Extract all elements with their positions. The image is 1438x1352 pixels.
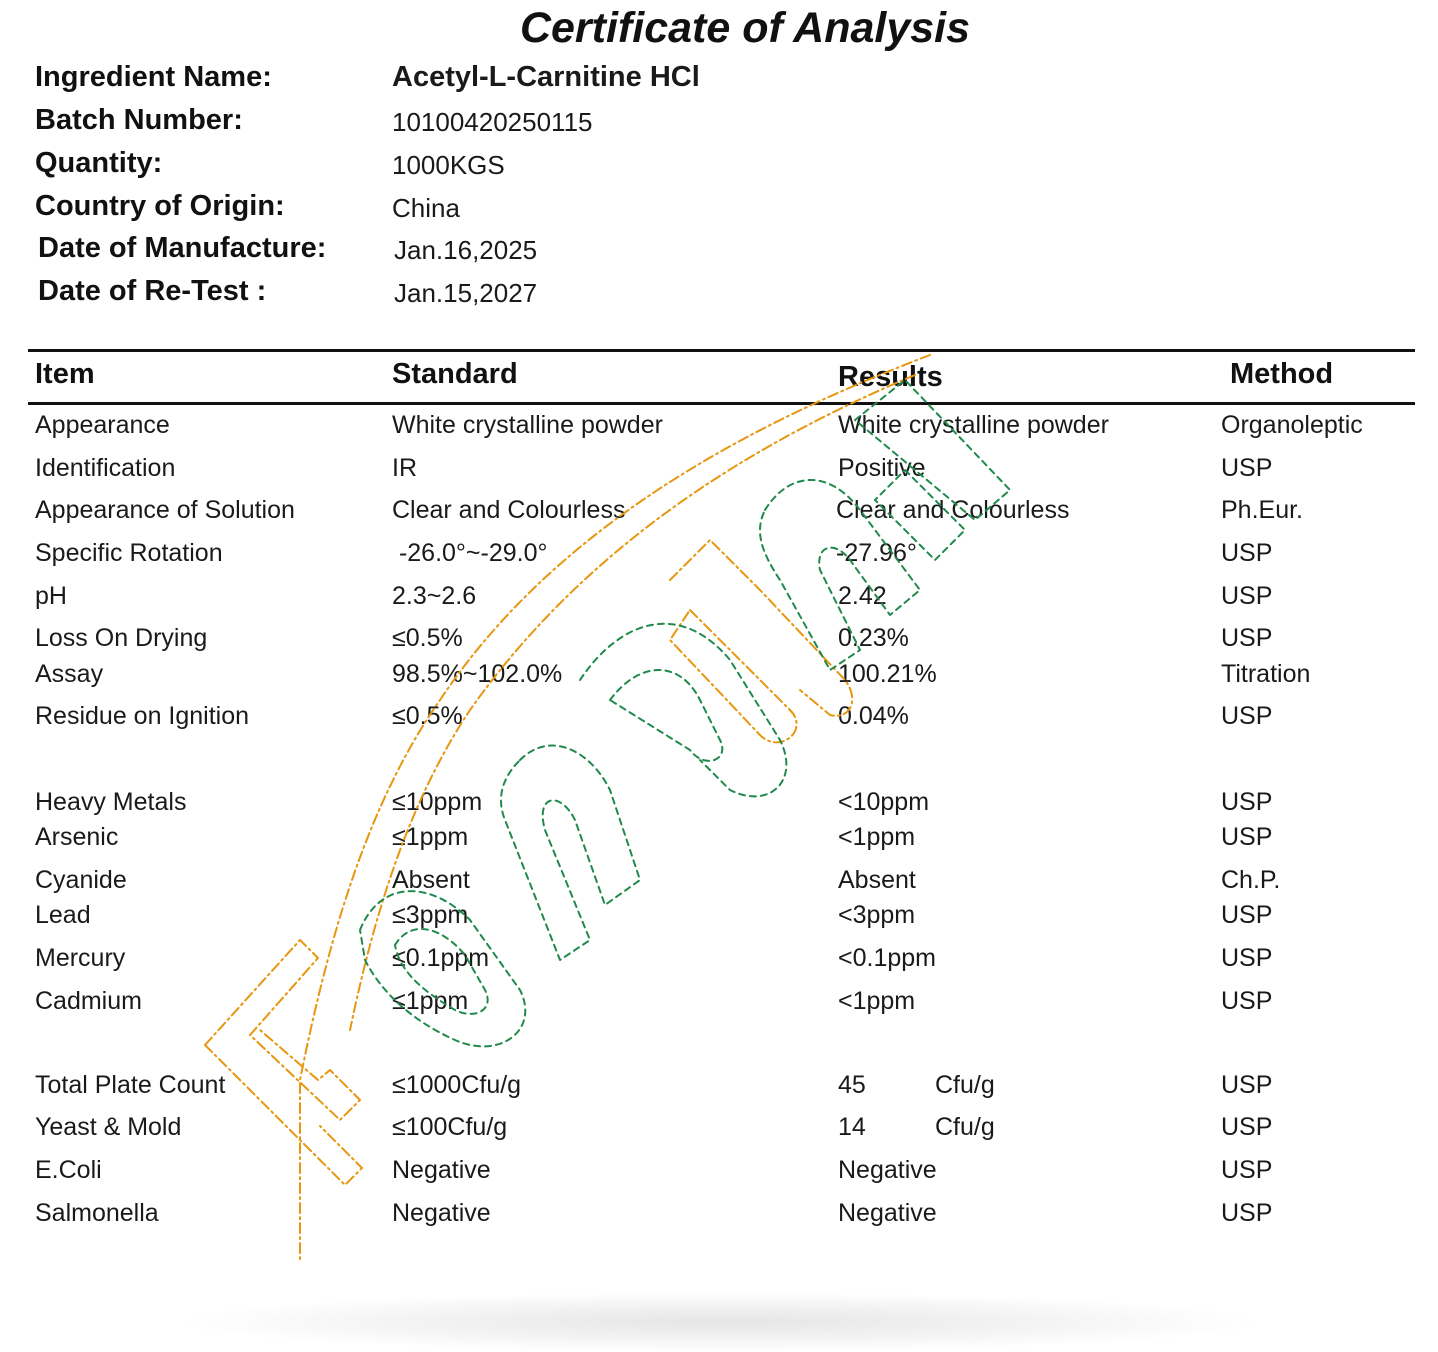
item-cell: Mercury: [35, 944, 126, 972]
method-cell: USP: [1221, 823, 1273, 851]
item-cell: Arsenic: [35, 823, 119, 851]
item-cell: Loss On Drying: [35, 624, 208, 652]
table-row: [0, 1199, 1438, 1233]
quantity-value: 1000KGS: [392, 150, 505, 180]
result-cell: 100.21%: [838, 660, 937, 688]
result-cell: Clear and Colourless: [836, 496, 1070, 524]
table-row: [0, 1156, 1438, 1190]
standard-cell: Negative: [392, 1199, 491, 1227]
batch-number-label: Batch Number:: [35, 104, 243, 136]
date-of-manufacture-value: Jan.16,2025: [394, 235, 538, 265]
item-cell: Appearance: [35, 411, 170, 439]
standard-cell: Negative: [392, 1156, 491, 1184]
column-header-item: Item: [35, 358, 95, 390]
item-cell: Specific Rotation: [35, 539, 223, 567]
item-cell: Assay: [35, 660, 104, 688]
table-header-rule: [28, 402, 1415, 405]
table-row: [0, 788, 1438, 822]
date-of-retest-value: Jan.15,2027: [394, 278, 538, 308]
method-cell: USP: [1221, 539, 1273, 567]
table-row: [0, 539, 1438, 573]
standard-cell: ≤100Cfu/g: [392, 1113, 508, 1141]
method-cell: USP: [1221, 1071, 1273, 1099]
result-cell: 2.42: [838, 582, 887, 610]
standard-cell: ≤1000Cfu/g: [392, 1071, 522, 1099]
method-cell: USP: [1221, 987, 1273, 1015]
date-of-retest-label: Date of Re-Test :: [38, 275, 267, 307]
standard-cell: 98.5%~102.0%: [392, 660, 563, 688]
result-cell: <10ppm: [838, 788, 930, 816]
table-row: [0, 866, 1438, 900]
result-cell: 0.23%: [838, 624, 909, 652]
table-row: [0, 702, 1438, 736]
result-cell: -27.96°: [836, 539, 917, 567]
method-cell: USP: [1221, 582, 1273, 610]
page-bottom-shadow: [170, 1292, 1270, 1352]
standard-cell: ≤0.5%: [392, 624, 463, 652]
standard-cell: ≤1ppm: [392, 987, 469, 1015]
result-cell: 0.04%: [838, 702, 909, 730]
method-cell: USP: [1221, 788, 1273, 816]
result-cell: Negative: [838, 1156, 937, 1184]
item-cell: Appearance of Solution: [35, 496, 295, 524]
standard-cell: IR: [392, 454, 417, 482]
unit-cell: Cfu/g: [935, 1113, 995, 1141]
item-cell: E.Coli: [35, 1156, 102, 1184]
country-of-origin-label: Country of Origin:: [35, 190, 285, 222]
result-cell: White crystalline powder: [838, 411, 1109, 439]
item-cell: Total Plate Count: [35, 1071, 226, 1099]
item-cell: Cadmium: [35, 987, 142, 1015]
result-cell: 14: [838, 1113, 866, 1141]
table-row: [0, 582, 1438, 616]
table-row: [0, 901, 1438, 935]
method-cell: USP: [1221, 1199, 1273, 1227]
method-cell: USP: [1221, 454, 1273, 482]
item-cell: Salmonella: [35, 1199, 159, 1227]
table-row: [0, 987, 1438, 1021]
table-row: [0, 1113, 1438, 1147]
table-row: [0, 1071, 1438, 1105]
column-header-method: Method: [1230, 358, 1334, 390]
column-header-standard: Standard: [392, 358, 518, 390]
standard-cell: Clear and Colourless: [392, 496, 626, 524]
batch-number-value: 10100420250115: [392, 107, 593, 137]
unit-cell: Cfu/g: [935, 1071, 995, 1099]
result-cell: Negative: [838, 1199, 937, 1227]
method-cell: Titration: [1221, 660, 1311, 688]
method-cell: USP: [1221, 901, 1273, 929]
page-title: Certificate of Analysis: [519, 4, 971, 52]
item-cell: pH: [35, 582, 67, 610]
method-cell: USP: [1221, 944, 1273, 972]
item-cell: Residue on Ignition: [35, 702, 250, 730]
ingredient-name-label: Ingredient Name:: [35, 61, 272, 93]
standard-cell: ≤0.1ppm: [392, 944, 490, 972]
table-row: [0, 624, 1438, 658]
result-cell: Positive: [838, 454, 926, 482]
table-row: [0, 411, 1438, 445]
ingredient-name-value: Acetyl-L-Carnitine HCl: [392, 61, 700, 93]
result-cell: <1ppm: [838, 987, 916, 1015]
table-top-rule: [28, 349, 1415, 352]
method-cell: USP: [1221, 624, 1273, 652]
item-cell: Yeast & Mold: [35, 1113, 182, 1141]
standard-cell: Absent: [392, 866, 470, 894]
item-cell: Cyanide: [35, 866, 127, 894]
standard-cell: ≤1ppm: [392, 823, 469, 851]
result-cell: <3ppm: [838, 901, 916, 929]
table-row: [0, 660, 1438, 694]
standard-cell: ≤3ppm: [392, 901, 469, 929]
result-cell: <0.1ppm: [838, 944, 936, 972]
table-row: [0, 944, 1438, 978]
method-cell: USP: [1221, 1156, 1273, 1184]
method-cell: Ph.Eur.: [1221, 496, 1303, 524]
method-cell: Organoleptic: [1221, 411, 1363, 439]
result-cell: <1ppm: [838, 823, 916, 851]
table-row: [0, 496, 1438, 530]
column-header-results: Results: [838, 361, 943, 393]
standard-cell: ≤10ppm: [392, 788, 483, 816]
item-cell: Lead: [35, 901, 91, 929]
country-of-origin-value: China: [392, 193, 460, 223]
item-cell: Heavy Metals: [35, 788, 187, 816]
standard-cell: 2.3~2.6: [392, 582, 477, 610]
item-cell: Identification: [35, 454, 176, 482]
standard-cell: -26.0°~-29.0°: [392, 539, 548, 567]
standard-cell: ≤0.5%: [392, 702, 463, 730]
standard-cell: White crystalline powder: [392, 411, 663, 439]
date-of-manufacture-label: Date of Manufacture:: [38, 232, 327, 264]
method-cell: USP: [1221, 702, 1273, 730]
result-cell: 45: [838, 1071, 866, 1099]
table-row: [0, 823, 1438, 857]
method-cell: Ch.P.: [1221, 866, 1281, 894]
result-cell: Absent: [838, 866, 916, 894]
table-row: [0, 454, 1438, 488]
method-cell: USP: [1221, 1113, 1273, 1141]
quantity-label: Quantity:: [35, 147, 163, 179]
